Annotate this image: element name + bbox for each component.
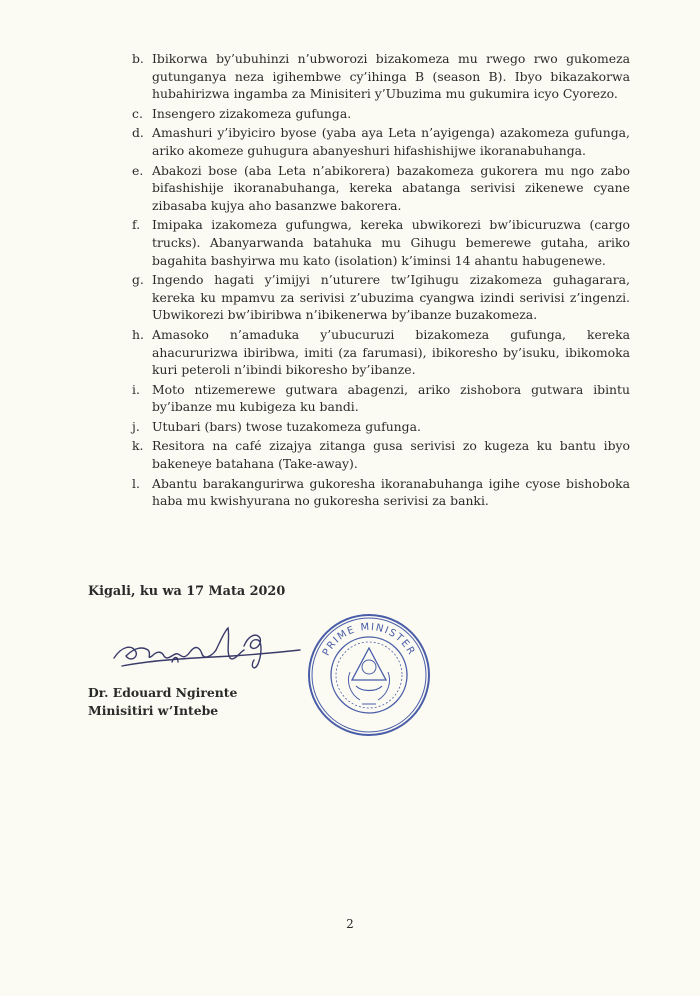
item-text: Utubari (bars) twose tuzakomeza gufunga. [152,418,421,434]
list-item [118,216,630,269]
item-letter: d. [132,125,144,141]
item-text: Moto ntizemerewe gutwara abagenzi, ariko zishobora gutwara ibintu by’ibanze mu kubigeza ku bandi. [152,381,630,415]
page-number: 2 [346,917,354,931]
prime-minister-seal [306,612,432,738]
item-text: Insengero zizakomeza gufunga. [152,105,352,121]
item-letter: k. [132,438,144,454]
item-text: Amashuri y’ibyiciro byose (yaba aya Leta n’ayigenga) azakomeza gufunga, ariko akomeze guhugura abanyeshuri hifashishijwe ikoranabuhanga. [152,125,630,158]
item-letter: i. [132,381,140,397]
item-text: Abantu barakangurirwa gukoresha ikoranabuhanga igihe cyose bishoboka haba mu kwishyurana no gukoresha serivisi za banki. [152,475,630,509]
item-text: Amasoko n’amaduka y’ubucuruzi bizakomeza gufunga, kereka ahacururizwa ibiribwa, imiti (za farumasi), ibikoresho by’isuku, ibikomoka kuri peteroli n’ibindi bikoresho by’ibanze. [152,326,630,378]
item-text: Resitora na café zizajya zitanga gusa serivisi zo kugeza ku bantu ibyo bakeneye batahana (Take-away). [152,438,630,472]
item-letter: b. [132,51,144,66]
signatory-title: Minisitiri w’Intebe [88,703,219,718]
item-letter: f. [132,217,141,233]
item-text: Ingendo hagati y’imijyi n’uturere tw’Igihugu zizakomeza guhagarara, kereka ku mpamvu za serivisi z’ubuzima cyangwa izindi serivisi z’ingenzi. Ubwikorezi bw’ibiribwa n’ibikenerwa by’ibanze buzakomeza. [152,272,630,323]
list-item [118,105,630,123]
item-letter: j. [132,418,140,434]
item-text: Abakozi bose (aba Leta n’abikorera) bazakomeza gukorera mu ngo zabo bifashishije ikoranabuhanga, kereka abatanga serivisi zikenewe cyane zibasaba kujya aho basanzwe bakorera. [152,162,630,213]
item-letter: c. [132,105,143,121]
signatory-name: Dr. Edouard Ngirente [88,685,238,700]
list-item [118,437,630,472]
list-item [118,162,630,215]
list-item [118,271,630,324]
measures-list [118,50,630,512]
item-letter: l. [132,475,140,491]
list-item [118,326,630,379]
handwritten-signature [112,622,302,678]
item-letter: g. [132,272,144,288]
list-item [118,475,630,510]
item-letter: h. [132,326,144,342]
place-date: Kigali, ku wa 17 Mata 2020 [88,584,286,599]
list-item [118,381,630,416]
item-text: Ibikorwa by’ubuhinzi n’ubworozi bizakomeza mu rwego rwo gukomeza gutunganya neza igihembwe cy’ihinga B (season B). Ibyo bikazakorwa hubahirizwa ingamba za Minisiteri y’Ubuzima mu gukumira icyo Cyorezo. [152,51,630,102]
item-letter: e. [132,162,144,178]
seal-text: PRIME MINISTER [320,621,418,658]
list-item [118,50,630,103]
item-text: Imipaka izakomeza gufungwa, kereka ubwikorezi bw’ibicuruzwa (cargo trucks). Abanyarwanda batahuka mu Gihugu bemerewe gutaha, ariko bagahita bashyirwa mu kato (isolation) k’iminsi 14 ahantu habugenewe. [152,217,630,268]
list-item [118,418,630,436]
list-item [118,124,630,159]
signature-block [88,684,237,720]
